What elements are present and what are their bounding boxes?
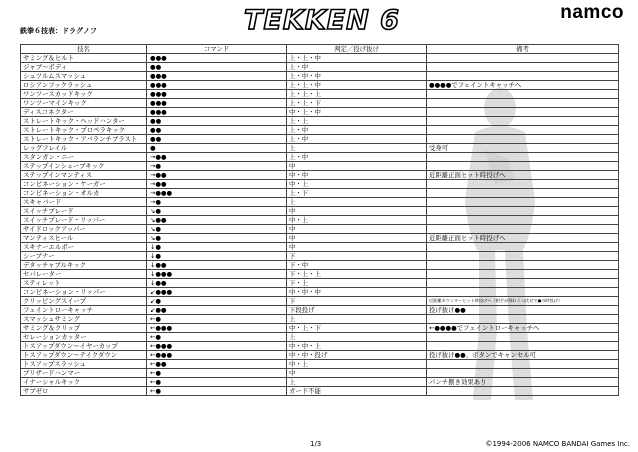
move-list-table (20, 44, 619, 396)
hit-level-cell: 上 (287, 198, 427, 207)
table-row (21, 135, 619, 144)
hit-level-cell: 中 (287, 207, 427, 216)
command-cell: ●●● (147, 90, 287, 99)
move-name-cell: トスアップダウン～イヤーカップ (21, 342, 147, 351)
note-cell (427, 54, 619, 63)
move-name-cell: ストレートキック・ヘッドハンター (21, 117, 147, 126)
hit-level-cell: 上・上 (287, 117, 427, 126)
move-name-cell: ワンツーマインキック (21, 99, 147, 108)
hit-level-cell: 下 (287, 252, 427, 261)
command-cell: ←● (147, 369, 287, 378)
table-row (21, 144, 619, 153)
note-cell: ←●●●●でフェイントローキャッチへ (427, 324, 619, 333)
command-cell: ●●● (147, 54, 287, 63)
move-name-cell: スマッシュサミング (21, 315, 147, 324)
move-name-cell: ジャブ～ボディ (21, 63, 147, 72)
table-row (21, 189, 619, 198)
command-cell: ←●● (147, 360, 287, 369)
table-row (21, 54, 619, 63)
move-name-cell: トスアップスラッシュ (21, 360, 147, 369)
table-row (21, 216, 619, 225)
table-row (21, 234, 619, 243)
table-row (21, 315, 619, 324)
move-name-cell: スキャバード (21, 198, 147, 207)
command-cell: ←● (147, 387, 287, 396)
note-cell (427, 360, 619, 369)
command-cell: ●● (147, 135, 287, 144)
move-name-cell: トスアップダウン～テイクダウン (21, 351, 147, 360)
move-name-cell: ブリザードハンマー (21, 369, 147, 378)
hit-level-cell: 中・上・下 (287, 324, 427, 333)
hit-level-cell: 上・上・中 (287, 54, 427, 63)
move-name-cell: クリッピングスイープ (21, 297, 147, 306)
hit-level-cell: 中・中 (287, 171, 427, 180)
command-cell: ←● (147, 333, 287, 342)
table-row (21, 198, 619, 207)
command-cell: ↓● (147, 252, 287, 261)
tekken-logo (222, 2, 422, 36)
note-cell (427, 279, 619, 288)
hit-level-cell: 中・中・上 (287, 342, 427, 351)
move-name-cell: ワンツースカッドキック (21, 90, 147, 99)
hit-level-cell: 中・上 (287, 216, 427, 225)
command-cell: ←●●● (147, 342, 287, 351)
move-name-cell: スティレット (21, 279, 147, 288)
move-list-body (21, 54, 619, 396)
command-cell: ↙●● (147, 306, 287, 315)
hit-level-cell: 上 (287, 315, 427, 324)
table-row (21, 99, 619, 108)
header-move-name: 技名 (21, 45, 147, 54)
note-cell (427, 72, 619, 81)
move-name-cell: マンティスヒール (21, 234, 147, 243)
note-cell (427, 108, 619, 117)
command-cell: →●● (147, 171, 287, 180)
table-row (21, 180, 619, 189)
move-name-cell: コンビネーション・リッパー (21, 288, 147, 297)
brand-logo: namco (560, 2, 624, 23)
note-cell: 受身可 (427, 144, 619, 153)
hit-level-cell: 上・上・下 (287, 99, 427, 108)
page-title: 鉄拳６技表：ドラグノフ (20, 27, 97, 35)
note-cell (427, 369, 619, 378)
copyright: ©1994‐2006 NAMCO BANDAI Games Inc. (485, 440, 630, 448)
command-cell: ●●● (147, 99, 287, 108)
move-name-cell: セパレーター (21, 270, 147, 279)
table-row (21, 243, 619, 252)
hit-level-cell: ガード不能 (287, 387, 427, 396)
move-name-cell: スキナーエルボー (21, 243, 147, 252)
move-name-cell: ディスコネクター (21, 108, 147, 117)
command-cell: ↘● (147, 207, 287, 216)
table-row (21, 90, 619, 99)
note-cell (427, 90, 619, 99)
table-row (21, 72, 619, 81)
note-cell (427, 207, 619, 216)
header-hit-level: 判定／投げ抜け (287, 45, 427, 54)
hit-level-cell: 下段投げ (287, 306, 427, 315)
note-cell (427, 288, 619, 297)
move-name-cell: サイドロックアッパー (21, 225, 147, 234)
hit-level-cell: 上・中 (287, 126, 427, 135)
move-name-cell: スイッチブレード (21, 207, 147, 216)
command-cell: →● (147, 198, 287, 207)
header-notes: 備考 (427, 45, 619, 54)
note-cell: 近距離正面ヒット時投げへ (427, 234, 619, 243)
note-cell (427, 387, 619, 396)
move-name-cell: サミング＆ヒルト (21, 54, 147, 63)
note-cell (427, 261, 619, 270)
table-row (21, 261, 619, 270)
note-cell: 近距離カウンターヒット時投げへ（相手が倒れうつ伏せで●の時投げ） (427, 297, 619, 306)
table-row (21, 342, 619, 351)
command-cell: ●●● (147, 81, 287, 90)
table-header-row (21, 45, 619, 54)
command-cell: →● (147, 162, 287, 171)
move-name-cell: フェイントローキャッチ (21, 306, 147, 315)
move-name-cell: スイッチブレード・リッパー (21, 216, 147, 225)
note-cell: 近距離正面ヒット時投げへ (427, 171, 619, 180)
hit-level-cell: 中・上 (287, 360, 427, 369)
note-cell: 投げ抜け●● (427, 306, 619, 315)
move-name-cell: ストレートキック・アバランチブラスト (21, 135, 147, 144)
hit-level-cell: 下・上 (287, 279, 427, 288)
page-number: 1/3 (310, 440, 322, 448)
move-name-cell: イナーシャルキック (21, 378, 147, 387)
table-row (21, 360, 619, 369)
hit-level-cell: 中・中・中 (287, 288, 427, 297)
move-name-cell: ステップインシェーブキック (21, 162, 147, 171)
command-cell: →●● (147, 180, 287, 189)
note-cell (427, 135, 619, 144)
command-cell: ↘● (147, 225, 287, 234)
hit-level-cell: 上・中 (287, 63, 427, 72)
table-row (21, 333, 619, 342)
hit-level-cell: 中 (287, 243, 427, 252)
command-cell: ←●●● (147, 324, 287, 333)
command-cell: ←● (147, 378, 287, 387)
table-row (21, 126, 619, 135)
move-name-cell: ロシアンフックラッシュ (21, 81, 147, 90)
table-row (21, 117, 619, 126)
hit-level-cell: 下・中 (287, 261, 427, 270)
move-name-cell: スタンガン・ニー (21, 153, 147, 162)
hit-level-cell: 中・上・中 (287, 108, 427, 117)
command-cell: →●● (147, 153, 287, 162)
note-cell (427, 162, 619, 171)
hit-level-cell: 上 (287, 333, 427, 342)
note-cell (427, 63, 619, 72)
move-name-cell: サミング＆クリップ (21, 324, 147, 333)
hit-level-cell: 中・上 (287, 180, 427, 189)
command-cell: →●●● (147, 189, 287, 198)
table-row (21, 63, 619, 72)
table-row (21, 171, 619, 180)
note-cell: ●●●●でフェイントキャッチへ (427, 81, 619, 90)
move-name-cell: ストレートキック・プロペラキック (21, 126, 147, 135)
hit-level-cell: 中 (287, 162, 427, 171)
hit-level-cell: 中 (287, 225, 427, 234)
table-row (21, 252, 619, 261)
note-cell (427, 342, 619, 351)
table-row (21, 81, 619, 90)
header-command: コマンド (147, 45, 287, 54)
command-cell: ↘●● (147, 216, 287, 225)
table-row (21, 153, 619, 162)
table-row (21, 207, 619, 216)
hit-level-cell: 上・上・上 (287, 90, 427, 99)
note-cell (427, 333, 619, 342)
note-cell (427, 153, 619, 162)
table-row (21, 324, 619, 333)
move-name-cell: シュツルムスマッシュ (21, 72, 147, 81)
hit-level-cell: 上 (287, 378, 427, 387)
note-cell (427, 243, 619, 252)
move-name-cell: ステップインマンティス (21, 171, 147, 180)
note-cell (427, 252, 619, 261)
note-cell: パンチ捌き効果あり (427, 378, 619, 387)
note-cell (427, 216, 619, 225)
table-row (21, 225, 619, 234)
command-cell: ●● (147, 63, 287, 72)
note-cell (427, 126, 619, 135)
hit-level-cell: 上・中・中 (287, 72, 427, 81)
table-row (21, 387, 619, 396)
table-row (21, 108, 619, 117)
command-cell: ↙● (147, 297, 287, 306)
table-row (21, 162, 619, 171)
note-cell: 投げ抜け●●、ボタンでキャンセル可 (427, 351, 619, 360)
table-row (21, 288, 619, 297)
hit-level-cell: 中 (287, 369, 427, 378)
move-name-cell: レッグフレイル (21, 144, 147, 153)
note-cell (427, 99, 619, 108)
hit-level-cell: 中・中・投げ (287, 351, 427, 360)
note-cell (427, 225, 619, 234)
move-name-cell: コンビネーション・ケーガー (21, 180, 147, 189)
command-cell: ←● (147, 315, 287, 324)
hit-level-cell: 上・中 (287, 153, 427, 162)
command-cell: ●● (147, 126, 287, 135)
command-cell: ● (147, 144, 287, 153)
logo-text: TEKKEN 6 (244, 5, 400, 36)
command-cell: ↓●● (147, 261, 287, 270)
note-cell (427, 117, 619, 126)
command-cell: ↓●●● (147, 270, 287, 279)
move-name-cell: セレーションカッター (21, 333, 147, 342)
table-row (21, 306, 619, 315)
note-cell (427, 198, 619, 207)
command-cell: ↓● (147, 243, 287, 252)
move-name-cell: シーブナー (21, 252, 147, 261)
table-row (21, 351, 619, 360)
hit-level-cell: 上・下 (287, 189, 427, 198)
move-name-cell: デタッチャブルキック (21, 261, 147, 270)
table-row (21, 270, 619, 279)
hit-level-cell: 上・中 (287, 135, 427, 144)
note-cell (427, 270, 619, 279)
move-name-cell: コンビネーション・オルカ (21, 189, 147, 198)
table-row (21, 378, 619, 387)
command-cell: ●● (147, 117, 287, 126)
hit-level-cell: 上・上・中 (287, 81, 427, 90)
command-cell: ←●●● (147, 351, 287, 360)
note-cell (427, 189, 619, 198)
note-cell (427, 315, 619, 324)
command-cell: ↘● (147, 234, 287, 243)
hit-level-cell: 中 (287, 234, 427, 243)
command-cell: ●●● (147, 72, 287, 81)
move-name-cell: サブゼロ (21, 387, 147, 396)
table-row (21, 279, 619, 288)
command-cell: ↙●●● (147, 288, 287, 297)
hit-level-cell: 上 (287, 144, 427, 153)
table-row (21, 297, 619, 306)
hit-level-cell: 下 (287, 297, 427, 306)
table-row (21, 369, 619, 378)
command-cell: ●●● (147, 108, 287, 117)
command-cell: ↓●● (147, 279, 287, 288)
note-cell (427, 180, 619, 189)
hit-level-cell: 下・上・上 (287, 270, 427, 279)
